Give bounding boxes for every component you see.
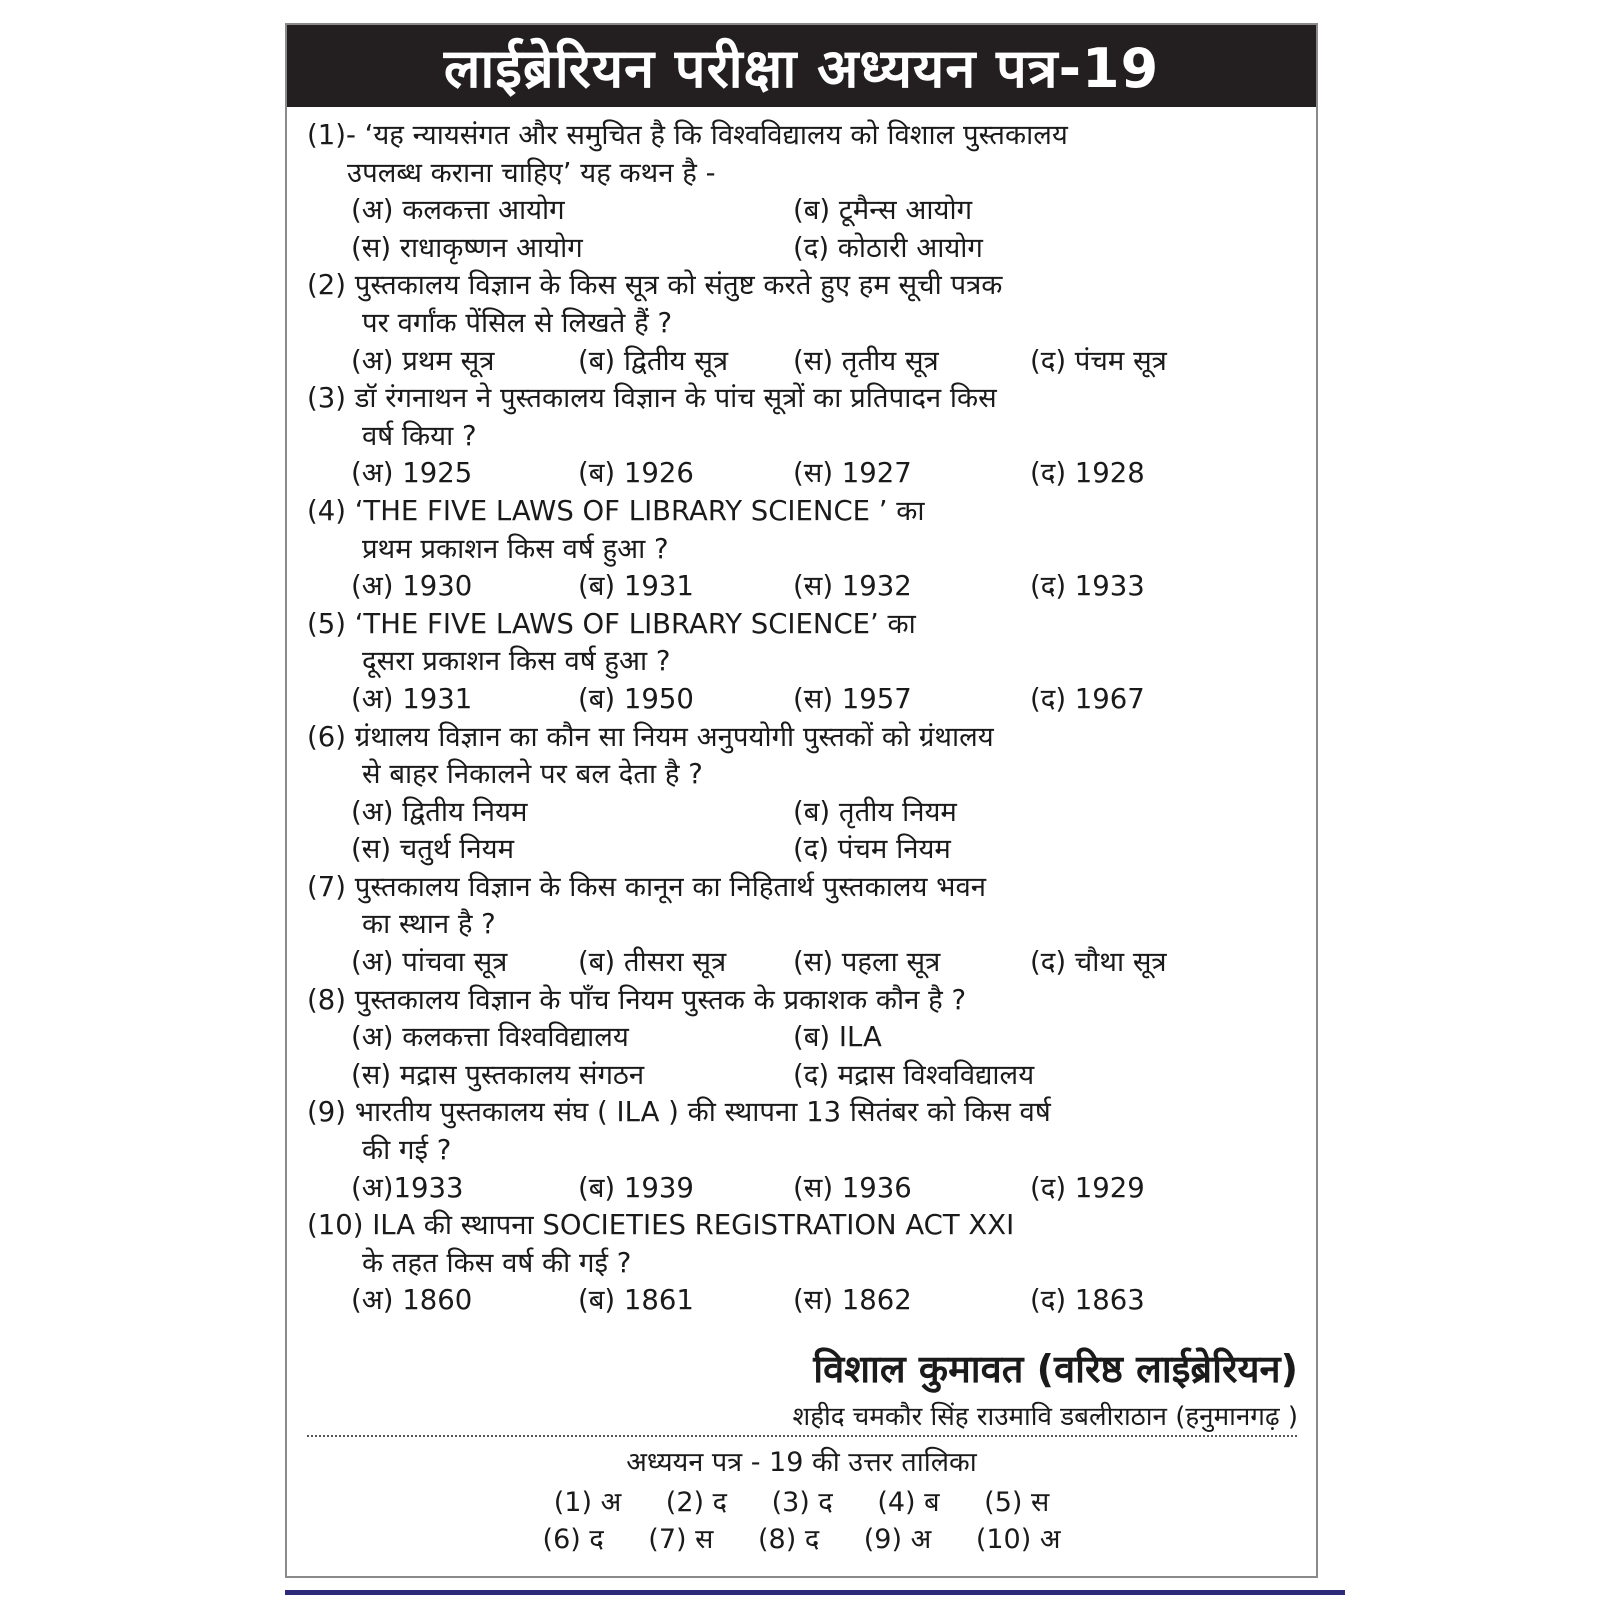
question-1	[307, 117, 1302, 267]
answer-item: (2) द	[665, 1487, 727, 1518]
answer-item: (7) स	[648, 1524, 714, 1555]
question-line: पर वर्गांक पेंसिल से लिखते हैं ?	[362, 306, 673, 339]
question-list	[307, 117, 1302, 1320]
option-b: (ब) तीसरा सूत्र	[578, 946, 727, 979]
question-line: (4) ‘THE FIVE LAWS OF LIBRARY SCIENCE ’ का	[307, 494, 925, 527]
question-line: (7) पुस्तकालय विज्ञान के किस कानून का निहितार्थ पुस्तकालय भवन	[307, 870, 987, 903]
option-c: (स) 1862	[793, 1284, 912, 1317]
question-text	[307, 982, 1302, 1020]
option-d: (द) 1967	[1030, 682, 1145, 715]
question-6	[307, 719, 1302, 869]
option-row	[307, 944, 1302, 982]
answer-item: (3) द	[771, 1487, 833, 1518]
option-b: (ब) द्वितीय सूत्र	[578, 344, 729, 377]
answer-item: (6) द	[542, 1524, 604, 1555]
answer-key-title: अध्ययन पत्र - 19 की उत्तर तालिका	[626, 1447, 977, 1478]
option-a: (अ) 1860	[351, 1284, 473, 1317]
option-row	[307, 1057, 1302, 1095]
option-d: (द) चौथा सूत्र	[1030, 946, 1167, 979]
option-d: (द) पंचम नियम	[793, 833, 951, 866]
author-name: विशाल कुमावत (वरिष्ठ लाईब्रेरियन)	[813, 1347, 1298, 1391]
option-b: (ब) ILA	[793, 1021, 882, 1054]
option-a: (अ) पांचवा सूत्र	[351, 946, 508, 979]
answer-item: (8) द	[757, 1524, 820, 1555]
answer-item: (4) ब	[877, 1487, 940, 1518]
option-b: (ब) 1939	[578, 1171, 694, 1204]
question-10	[307, 1207, 1302, 1320]
option-row	[307, 343, 1302, 381]
option-b: (ब) 1931	[578, 570, 694, 603]
option-d: (द) कोठारी आयोग	[793, 231, 983, 264]
question-text	[307, 1207, 1302, 1282]
question-text	[307, 117, 1302, 192]
option-d: (द) 1933	[1030, 570, 1145, 603]
option-a: (अ) द्वितीय नियम	[351, 795, 528, 828]
option-c: (स) 1927	[793, 457, 912, 490]
title-banner	[287, 25, 1316, 107]
study-sheet	[285, 23, 1318, 1578]
question-text	[307, 606, 1302, 681]
question-line: प्रथम प्रकाशन किस वर्ष हुआ ?	[362, 532, 669, 565]
author-school: शहीद चमकौर सिंह राउमावि डबलीराठान (हनुमानगढ़ )	[792, 1402, 1298, 1432]
page-title: लाईब्रेरियन परीक्षा अध्ययन पत्र-19	[443, 37, 1160, 100]
option-b: (ब) 1926	[578, 457, 694, 490]
option-c: (स) 1957	[793, 682, 912, 715]
option-row	[307, 681, 1302, 719]
option-c: (स) 1936	[793, 1171, 912, 1204]
question-text	[307, 869, 1302, 944]
question-text	[307, 267, 1302, 342]
option-c: (स) पहला सूत्र	[793, 946, 941, 979]
question-7	[307, 869, 1302, 982]
question-line: (5) ‘THE FIVE LAWS OF LIBRARY SCIENCE’ का	[307, 607, 916, 640]
option-a: (अ)1933	[351, 1171, 464, 1204]
question-line: (9) भारतीय पुस्तकालय संघ ( ILA ) की स्थापना 13 सितंबर को किस वर्ष	[307, 1096, 1051, 1129]
option-row	[307, 1019, 1302, 1057]
question-line: का स्थान है ?	[362, 908, 496, 941]
option-c: (स) मद्रास पुस्तकालय संगठन	[351, 1058, 645, 1091]
answer-key-row-1	[287, 1485, 1316, 1521]
option-b: (ब) 1950	[578, 682, 694, 715]
option-row	[307, 455, 1302, 493]
option-row	[307, 192, 1302, 230]
question-5	[307, 606, 1302, 719]
question-9	[307, 1094, 1302, 1207]
answer-item: (5) स	[984, 1487, 1050, 1518]
question-line: वर्ष किया ?	[362, 419, 477, 452]
option-b: (ब) 1861	[578, 1284, 694, 1317]
question-text	[307, 1094, 1302, 1169]
option-b: (ब) तृतीय नियम	[793, 795, 957, 828]
option-c: (स) राधाकृष्णन आयोग	[351, 231, 583, 264]
bottom-rule	[285, 1590, 1345, 1595]
option-c: (स) चतुर्थ नियम	[351, 833, 515, 866]
option-row	[307, 1282, 1302, 1320]
option-a: (अ) कलकत्ता आयोग	[351, 194, 565, 227]
author-signature	[793, 1345, 1298, 1437]
option-row	[307, 831, 1302, 869]
dotted-divider	[307, 1435, 1297, 1437]
option-d: (द) मद्रास विश्वविद्यालय	[793, 1058, 1035, 1091]
option-b: (ब) टूमैन्स आयोग	[793, 194, 973, 227]
question-line: से बाहर निकालने पर बल देता है ?	[362, 758, 703, 791]
question-line: (10) ILA की स्थापना SOCIETIES REGISTRATION ACT XXI	[307, 1209, 1015, 1242]
answer-item: (9) अ	[863, 1524, 932, 1555]
option-a: (अ) 1925	[351, 457, 473, 490]
question-line: (1)- ‘यह न्यायसंगत और समुचित है कि विश्वविद्यालय को विशाल पुस्तकालय	[307, 119, 1068, 151]
option-d: (द) 1929	[1030, 1171, 1145, 1204]
option-a: (अ) कलकत्ता विश्वविद्यालय	[351, 1021, 629, 1054]
question-8	[307, 982, 1302, 1095]
answer-item: (10) अ	[975, 1524, 1061, 1555]
option-c: (स) तृतीय सूत्र	[793, 344, 939, 377]
answer-key-row-2	[287, 1522, 1316, 1558]
question-line: की गई ?	[362, 1134, 452, 1167]
option-c: (स) 1932	[793, 570, 912, 603]
question-line: के तहत किस वर्ष की गई ?	[362, 1246, 632, 1279]
option-row	[307, 568, 1302, 606]
question-2	[307, 267, 1302, 380]
question-line: (3) डॉ रंगनाथन ने पुस्तकालय विज्ञान के पांच सूत्रों का प्रतिपादन किस	[307, 382, 997, 415]
option-a: (अ) प्रथम सूत्र	[351, 344, 495, 377]
option-a: (अ) 1931	[351, 682, 473, 715]
question-line: दूसरा प्रकाशन किस वर्ष हुआ ?	[362, 645, 671, 678]
option-d: (द) पंचम सूत्र	[1030, 344, 1167, 377]
question-text	[307, 719, 1302, 794]
option-d: (द) 1863	[1030, 1284, 1145, 1317]
question-line: (2) पुस्तकालय विज्ञान के किस सूत्र को संतुष्ट करते हुए हम सूची पत्रक	[307, 269, 1003, 302]
option-row	[307, 794, 1302, 832]
question-3	[307, 380, 1302, 493]
answer-item: (1) अ	[553, 1487, 622, 1518]
question-4	[307, 493, 1302, 606]
question-line: (6) ग्रंथालय विज्ञान का कौन सा नियम अनुपयोगी पुस्तकों को ग्रंथालय	[307, 720, 994, 753]
option-a: (अ) 1930	[351, 570, 473, 603]
question-text	[307, 493, 1302, 568]
question-line: (8) पुस्तकालय विज्ञान के पाँच नियम पुस्तक के प्रकाशक कौन है ?	[307, 983, 967, 1016]
question-line: उपलब्ध कराना चाहिए’ यह कथन है -	[347, 156, 716, 189]
option-row	[307, 230, 1302, 268]
option-d: (द) 1928	[1030, 457, 1145, 490]
option-row	[307, 1170, 1302, 1208]
question-text	[307, 380, 1302, 455]
